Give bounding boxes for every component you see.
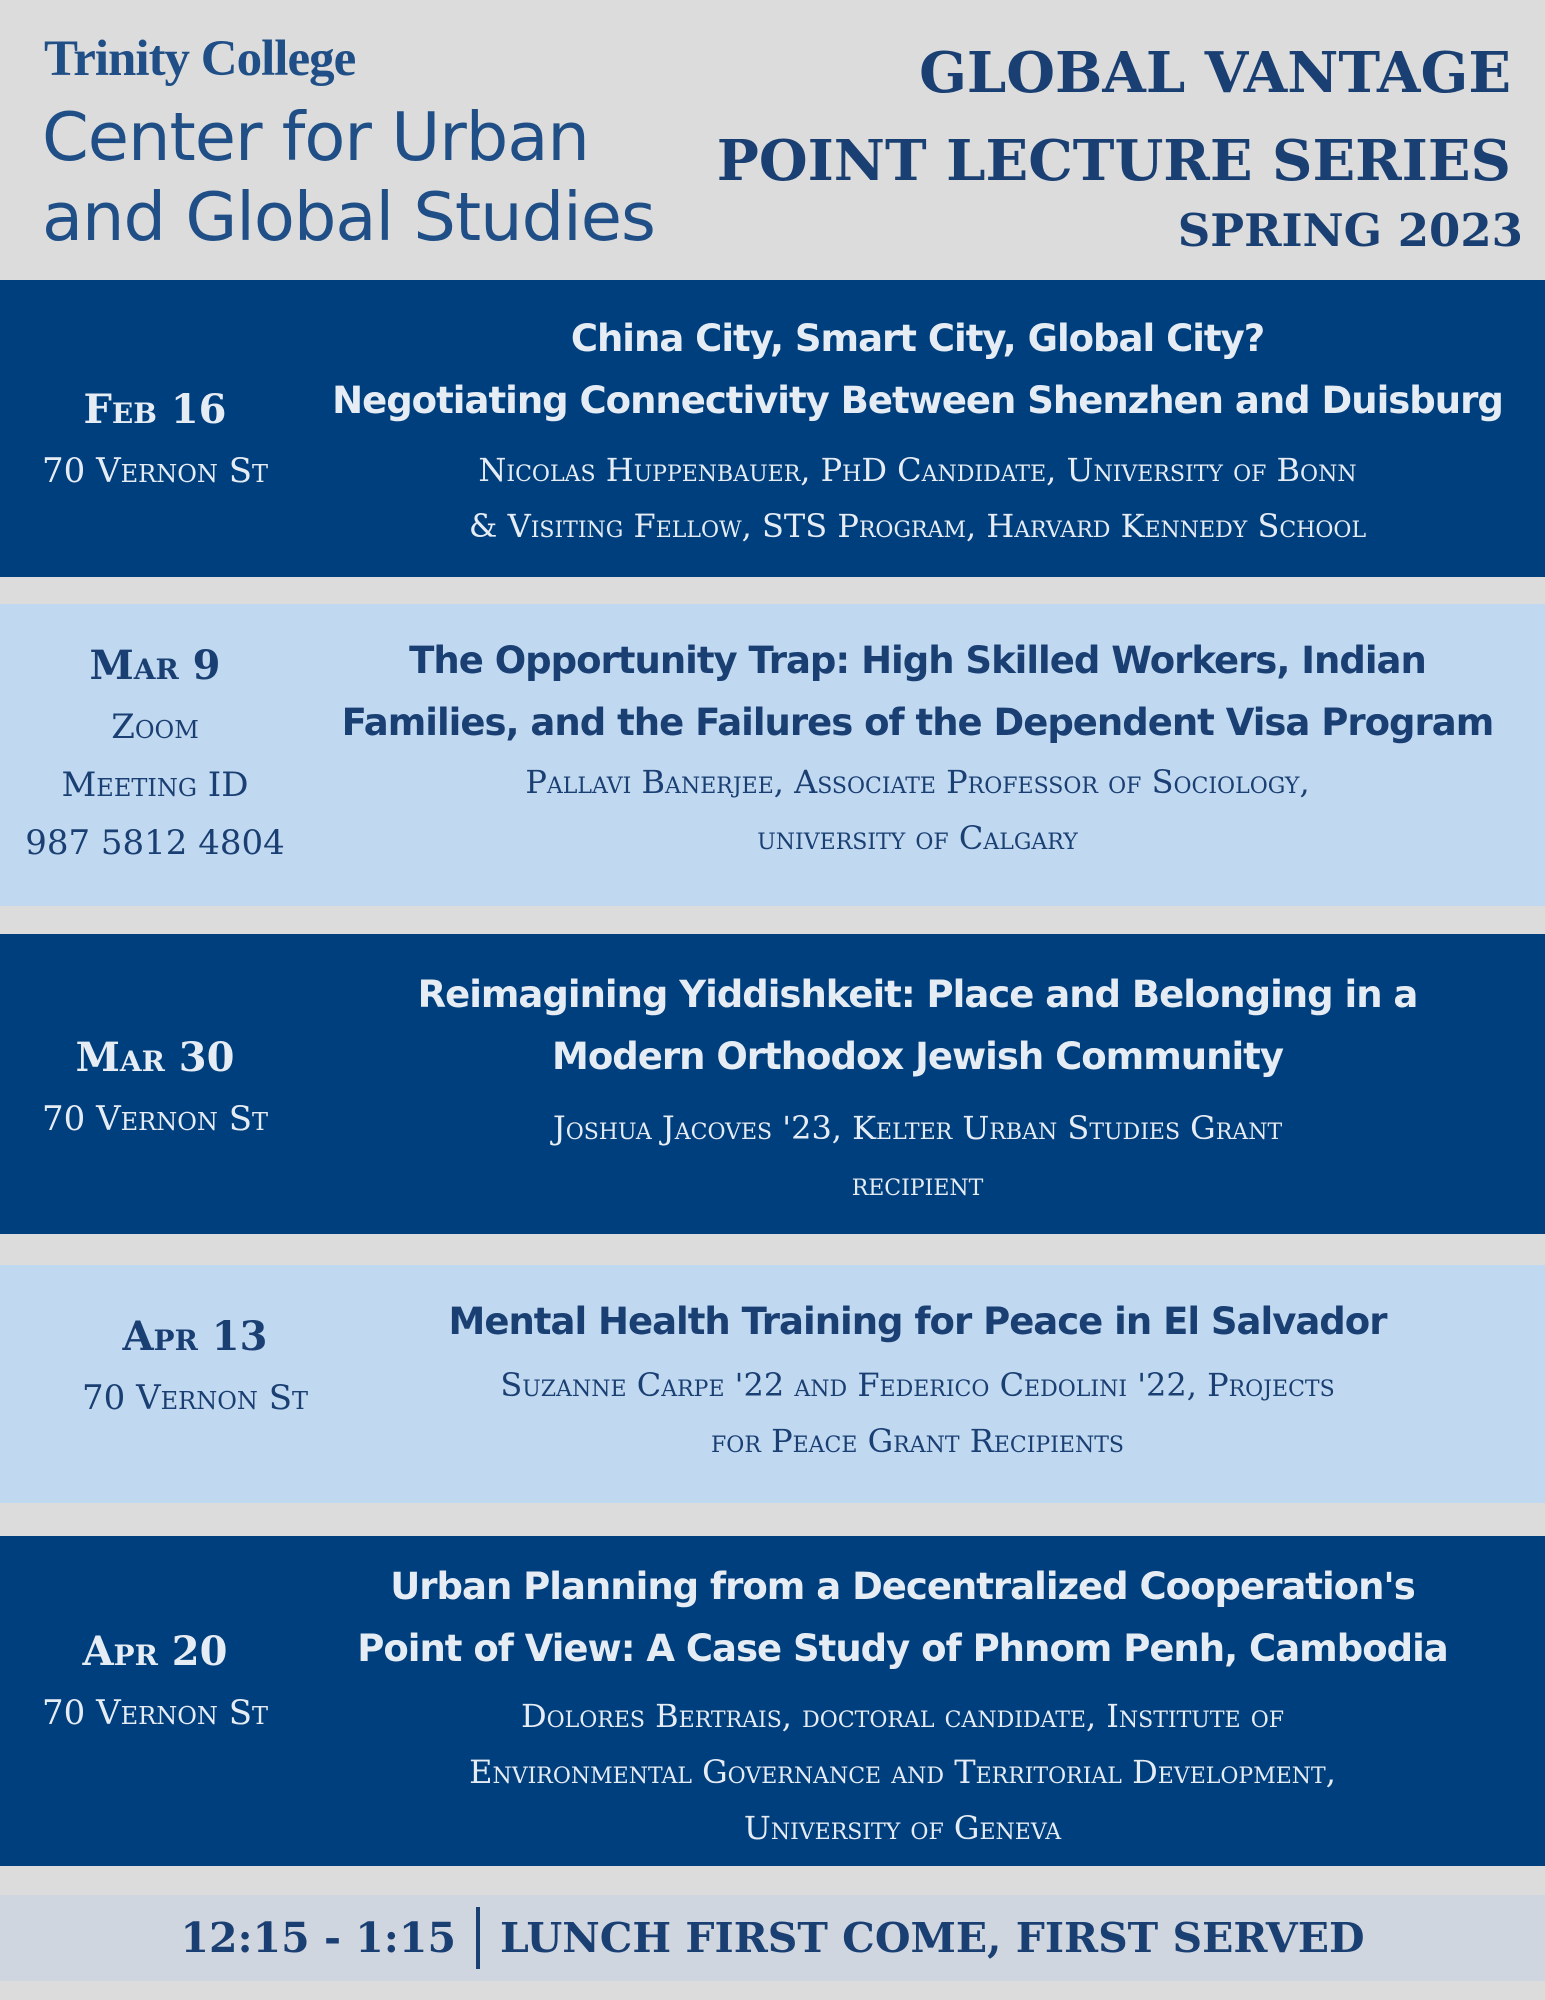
event-title-line: Negotiating Connectivity Between Shenzhen and Duisburg <box>332 379 1503 422</box>
event-title-line: Mental Health Training for Peace in El Salvador <box>448 1300 1387 1343</box>
series-term: SPRING 2023 <box>1177 204 1523 257</box>
event-title-line: Point of View: A Case Study of Phnom Penh, Cambodia <box>357 1627 1448 1670</box>
event-speaker-line: university of Calgary <box>757 819 1078 857</box>
footer-time: 12:15 - 1:15 <box>180 1914 456 1962</box>
event-date-block <box>0 1026 310 1148</box>
event-details <box>310 1291 1525 1469</box>
event-speaker-line: Dolores Bertrais, doctoral candidate, Institute of <box>520 1697 1285 1735</box>
event-location: 70 Vernon St <box>42 451 268 491</box>
event-title-line: Modern Orthodox Jewish Community <box>552 1035 1283 1078</box>
event-date: Mar 30 <box>75 1034 235 1081</box>
logo-center-line2: and Global Studies <box>42 178 655 256</box>
event-speaker-line: Pallavi Banerjee, Associate Professor of Sociology, <box>525 763 1310 801</box>
event-speaker-line: Suzanne Carpe '22 and Federico Cedolini '22, Projects <box>500 1366 1335 1404</box>
event-apr-20 <box>0 1536 1545 1866</box>
event-title-line: The Opportunity Trap: High Skilled Workers, Indian <box>409 639 1426 682</box>
event-title-line: Urban Planning from a Decentralized Cooperation's <box>390 1565 1415 1608</box>
event-date: Apr 20 <box>82 1628 228 1675</box>
series-title-line2: POINT LECTURE SERIES <box>716 128 1511 194</box>
event-details <box>310 964 1525 1212</box>
event-location: 70 Vernon St <box>42 1099 268 1139</box>
event-title-line: China City, Smart City, Global City? <box>570 317 1265 360</box>
footer-divider <box>476 1907 480 1969</box>
event-meeting-id: 987 5812 4804 <box>25 823 285 863</box>
event-speaker-line: Nicolas Huppenbauer, PhD Candidate, University of Bonn <box>478 451 1357 489</box>
event-details <box>310 308 1525 554</box>
event-speaker-line: & Visiting Fellow, STS Program, Harvard Kennedy School <box>468 507 1367 545</box>
footer-note: LUNCH FIRST COME, FIRST SERVED <box>499 1914 1365 1962</box>
event-location: 70 Vernon St <box>82 1378 308 1418</box>
logo-center-line1: Center for Urban <box>42 98 589 176</box>
event-speaker-line: Environmental Governance and Territorial Development, <box>469 1753 1336 1791</box>
event-date: Apr 13 <box>122 1313 268 1360</box>
event-speaker-line: University of Geneva <box>743 1809 1062 1847</box>
event-date-block <box>40 1305 350 1427</box>
event-mar-9 <box>0 604 1545 906</box>
header <box>0 0 1545 278</box>
event-title-line: Families, and the Failures of the Dependent Visa Program <box>341 701 1494 744</box>
event-location: Zoom <box>111 707 199 747</box>
event-feb-16 <box>0 280 1545 577</box>
footer-banner <box>0 1895 1545 1981</box>
event-speaker-line: Joshua Jacoves '23, Kelter Urban Studies Grant <box>552 1109 1283 1147</box>
event-date-block <box>0 1620 310 1742</box>
event-date: Mar 9 <box>89 642 221 689</box>
event-location: 70 Vernon St <box>42 1693 268 1733</box>
series-title-line1: GLOBAL VANTAGE <box>919 40 1511 106</box>
event-date-block <box>0 634 310 872</box>
event-apr-13 <box>0 1265 1545 1503</box>
event-speaker-line: for Peace Grant Recipients <box>711 1422 1124 1460</box>
event-details <box>300 1556 1505 1856</box>
event-date: Feb 16 <box>83 386 227 433</box>
event-location: Meeting ID <box>61 765 249 805</box>
event-date-block <box>0 378 310 500</box>
event-title-line: Reimagining Yiddishkeit: Place and Belonging in a <box>417 973 1418 1016</box>
event-mar-30 <box>0 934 1545 1234</box>
logo-trinity-college: Trinity College <box>44 31 356 87</box>
event-speaker-line: recipient <box>851 1165 984 1203</box>
event-details <box>310 630 1525 866</box>
